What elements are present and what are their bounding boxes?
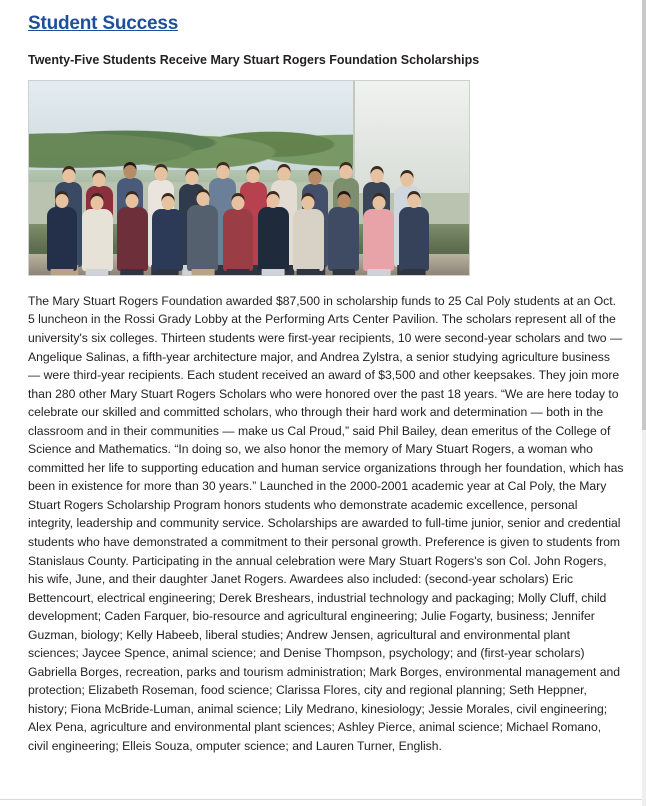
page-title[interactable]: Student Success [28,13,179,34]
bottom-divider [0,799,646,806]
photo-people-group [29,81,469,275]
article-headline: Twenty-Five Students Receive Mary Stuart Rogers Foundation Scholarships [28,52,480,67]
scrollbar-thumb[interactable] [642,0,646,430]
scrollbar-track[interactable] [642,0,646,806]
group-photo-image [28,80,470,276]
article-image-wrapper [28,80,624,276]
article-body: The Mary Stuart Rogers Foundation awarded $87,500 in scholarship funds to 25 Cal Poly students at an Oct. 5 luncheon in the Rossi Grady Lobby at the Performing Arts Center Pavilion. The scholars represent all of the university's six colleges. Thirteen students were first-year recipients, 10 were second-year scholars and two — Angelique Salinas, a fifth-year architecture major, and Andrea Zylstra, a senior studying agriculture business — were third-year recipients. Each student received an award of $3,500 and other keepsakes. They join more than 280 other Mary Stuart Rogers Scholars who were honored over the past 18 years. “We are here today to celebrate our skilled and committed scholars, who through their hard work and determination — both in the classroom and in their communities — make us Cal Proud,” said Phil Bailey, dean emeritus of the College of Science and Mathematics. “In doing so, we also honor the memory of Mary Stuart Rogers, a woman who committed her life to supporting education and human service organizations through her foundation, which has been in existence for more than 30 years.” Launched in the 2000-2001 academic year at Cal Poly, the Mary Stuart Rogers Scholarship Program honors students who demonstrate academic excellence, personal integrity, leadership and community service. Scholarships are awarded to full-time junior, senior and credential students who have demonstrated a commitment to their personal growth. Preference is given to students from Stanislaus County. Participating in the annual celebration were Mary Stuart Rogers's son Col. John Rogers, his wife, June, and their daughter Janet Rogers. Awardees also included: (second-year scholars) Eric Bettencourt, electrical engineering; Derek Breshears, industrial technology and packaging; Molly Cluff, child development; Caden Farquer, bio-resource and agricultural engineering; Julie Fogarty, business; Jennifer Guzman, biology; Kelly Habeeb, liberal studies; Andrew Jensen, agricultural and environmental plant sciences; Jaycee Spence, animal science; and Denise Thompson, psychology; and (first-year scholars) Gabriella Borges, recreation, parks and tourism administration; Mark Borges, environmental management and protection; Elizabeth Roseman, food science; Clarissa Flores, city and regional planning; Seth Heppner, history; Fiona McBride-Luman, animal science; Lily Medrano, kinesiology; Jessie Morales, civil engineering; Alex Pena, agriculture and environmental plant sciences; Ashley Pierce, animal science; Michael Romano, civil engineering; Elleis Souza, omputer science; and Lauren Turner, English. [28,293,624,754]
